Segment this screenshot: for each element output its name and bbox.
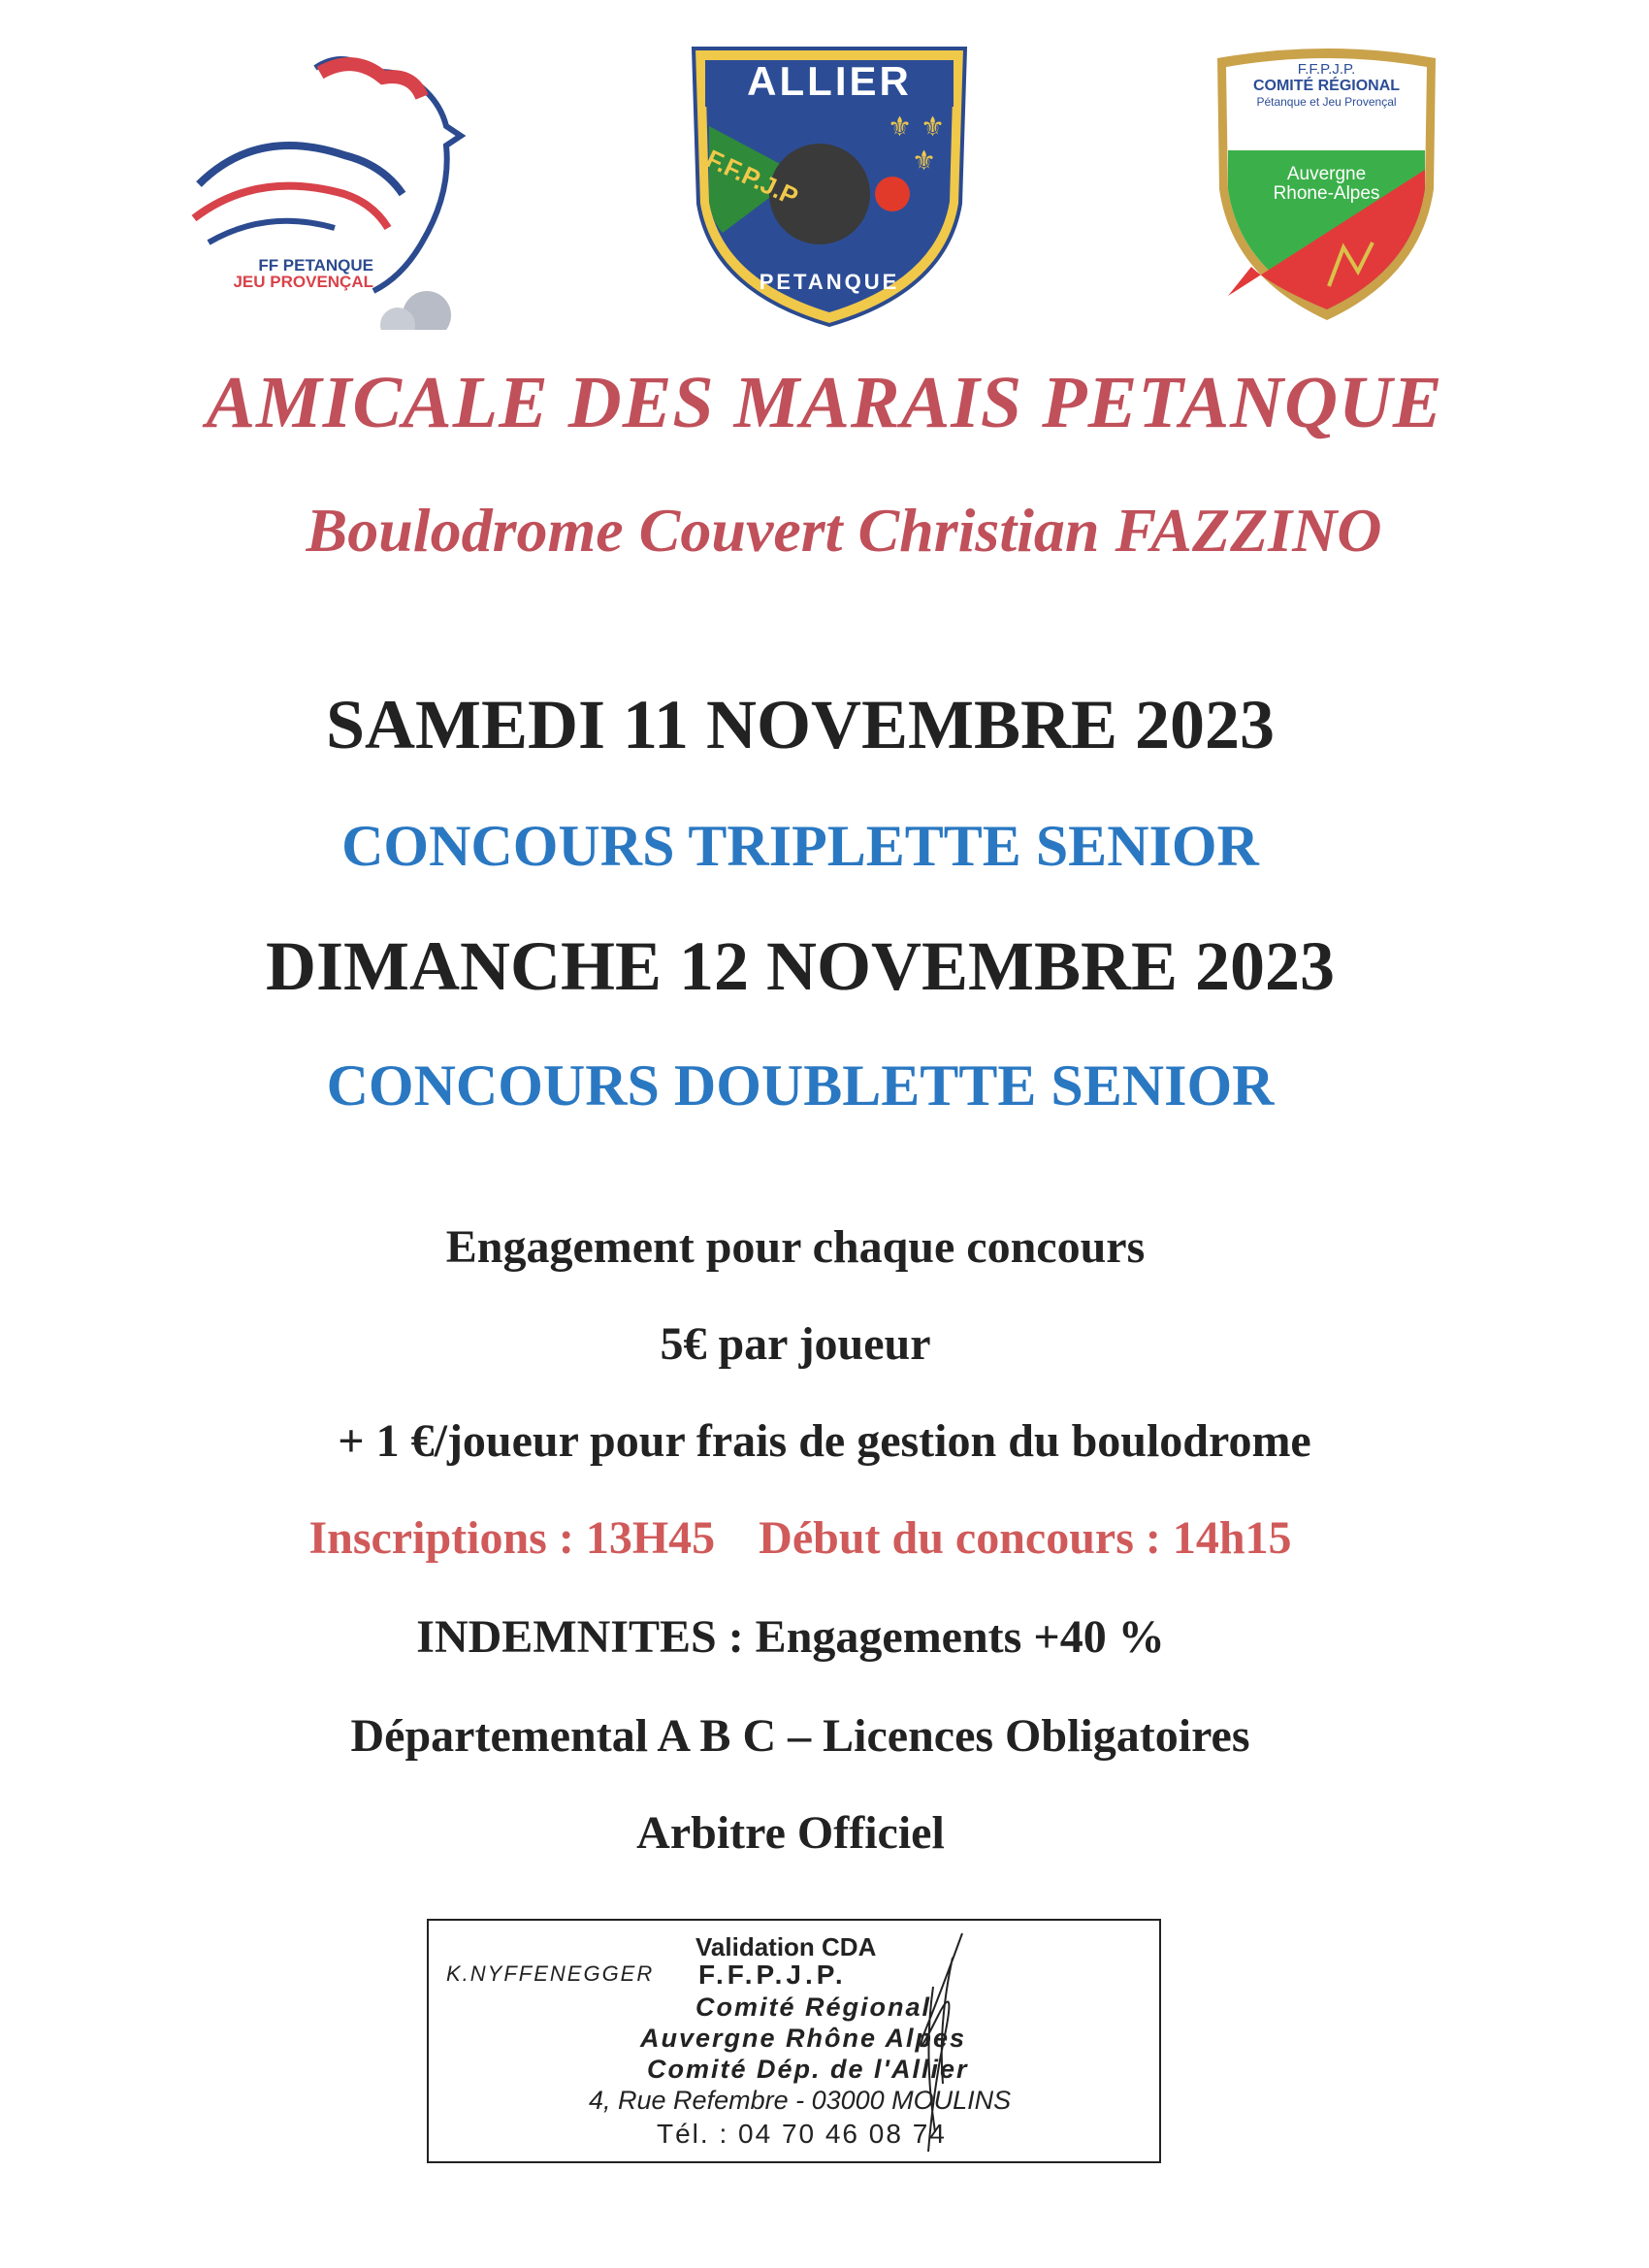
schedule-line xyxy=(0,1511,1625,1565)
comite-line4: Auvergne xyxy=(1286,164,1367,184)
allier-bottom-text: PETANQUE xyxy=(759,270,900,294)
svg-text:⚜: ⚜ xyxy=(912,145,937,177)
comite-regional-logo xyxy=(1212,44,1440,325)
comite-line5: Rhone-Alpes xyxy=(1273,183,1380,204)
validation-line4: Comité Dép. de l'Allier xyxy=(647,2055,969,2084)
allier-top-text: ALLIER xyxy=(747,58,912,104)
categories-text: Départemental A B C – Licences Obligatoires xyxy=(350,1710,1250,1762)
validation-line3: Auvergne Rhône Alpes xyxy=(640,2024,967,2053)
event-1-contest: CONCOURS TRIPLETTE SENIOR xyxy=(341,814,1259,878)
ff-petanque-logo xyxy=(179,49,470,330)
validation-org: F.F.P.J.P. xyxy=(698,1960,847,1990)
allier-shield-logo xyxy=(684,39,975,330)
arbitre-text: Arbitre Officiel xyxy=(636,1807,945,1859)
ffpjp-line1: FF PETANQUE xyxy=(258,256,373,275)
comite-line2: COMITÉ RÉGIONAL xyxy=(1252,78,1401,94)
event-1-date: SAMEDI 11 NOVEMBRE 2023 xyxy=(325,686,1276,763)
price-text: 5€ par joueur xyxy=(660,1318,931,1370)
validation-phone: Tél. : 04 70 46 08 74 xyxy=(657,2119,947,2149)
event-2-contest: CONCOURS DOUBLETTE SENIOR xyxy=(326,1053,1275,1118)
validation-title: Validation CDA xyxy=(695,1932,877,1961)
validation-line2: Comité Régional xyxy=(695,1993,932,2022)
validation-address: 4, Rue Refembre - 03000 MOULINS xyxy=(589,2086,1012,2115)
venue-title: Boulodrome Couvert Christian FAZZINO xyxy=(306,496,1382,565)
comite-line3: Pétanque et Jeu Provençal xyxy=(1256,95,1397,109)
club-title: AMICALE DES MARAIS PETANQUE xyxy=(206,362,1443,443)
validation-signer: K.NYFFENEGGER xyxy=(446,1961,655,1986)
svg-text:⚜ ⚜: ⚜ ⚜ xyxy=(888,111,946,143)
registration-time: Inscriptions : 13H45 xyxy=(308,1512,716,1564)
validation-stamp-box xyxy=(427,1919,1161,2163)
signature-scribble xyxy=(885,1928,1001,2161)
indemnites-text: INDEMNITES : Engagements +40 % xyxy=(416,1611,1165,1663)
engagement-text: Engagement pour chaque concours xyxy=(445,1221,1146,1273)
event-2-date: DIMANCHE 12 NOVEMBRE 2023 xyxy=(265,927,1335,1005)
fee-text: + 1 €/joueur pour frais de gestion du boulodrome xyxy=(338,1415,1311,1467)
ffpjp-line2: JEU PROVENÇAL xyxy=(233,273,373,291)
allier-mid-text: F.F.P.J.P xyxy=(701,144,803,211)
comite-line1: F.F.P.J.P. xyxy=(1297,61,1356,78)
start-time: Début du concours : 14h15 xyxy=(759,1512,1292,1564)
